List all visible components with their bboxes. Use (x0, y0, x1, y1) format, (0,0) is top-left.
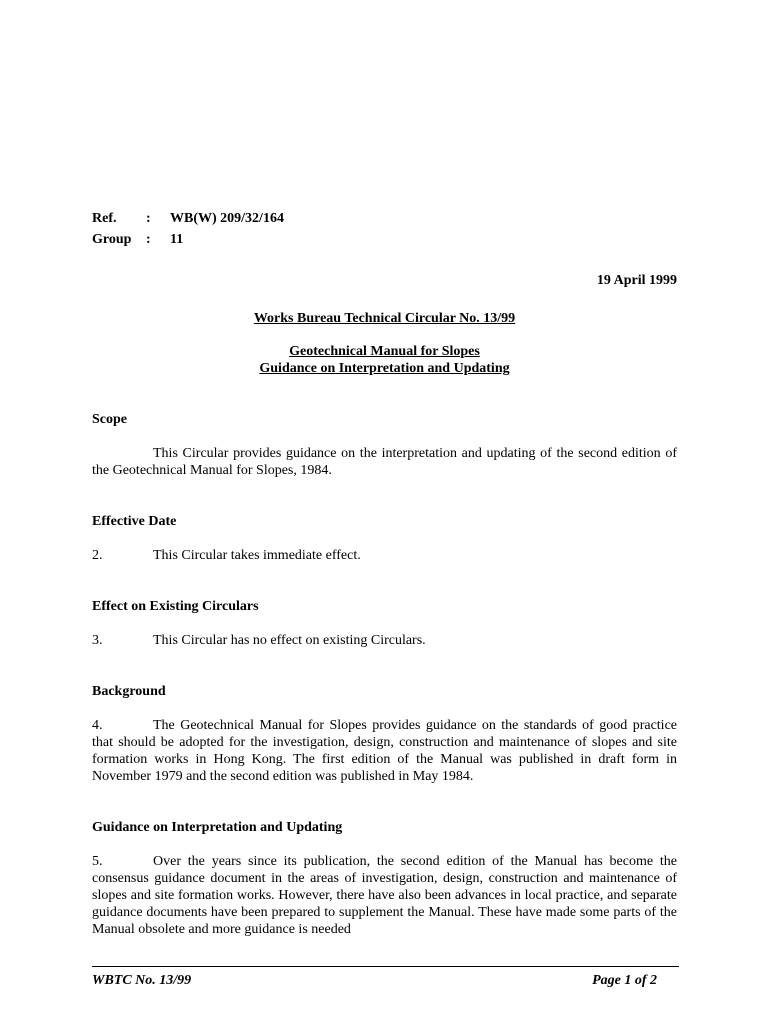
effect-text: This Circular has no effect on existing Circulars. (153, 633, 426, 648)
guidance-paragraph (92, 853, 677, 938)
footer-divider (92, 966, 679, 967)
ref-value: WB(W) 209/32/164 (170, 211, 284, 226)
scope-paragraph (92, 445, 677, 479)
background-paragraph (92, 717, 677, 785)
paragraph-number: 2. (92, 548, 103, 563)
paragraph-number: 5. (92, 854, 103, 869)
group-row (92, 231, 392, 248)
background-heading: Background (92, 684, 166, 699)
ref-colon: : (146, 211, 151, 226)
effective-date-paragraph (92, 547, 677, 564)
subject-line-2: Guidance on Interpretation and Updating (259, 361, 510, 376)
document-date: 19 April 1999 (596, 273, 677, 288)
group-label: Group (92, 232, 132, 247)
paragraph-number: 4. (92, 718, 103, 733)
guidance-heading: Guidance on Interpretation and Updating (92, 820, 343, 835)
footer-page-number: Page 1 of 2 (592, 973, 657, 988)
effect-paragraph (92, 632, 677, 649)
effective-date-text: This Circular takes immediate effect. (153, 548, 361, 563)
footer-circular-number: WBTC No. 13/99 (92, 973, 192, 988)
ref-row (92, 210, 392, 227)
background-text: The Geotechnical Manual for Slopes provides guidance on the standards of good practice that should be adopted for the investigation, design, construction and maintenance of slopes and site formation works in Hong Kong. The first edition of the Manual was published in draft form in November 1979 and the second edition was published in May 1984. (92, 718, 677, 784)
group-value: 11 (170, 232, 184, 247)
guidance-text: Over the years since its publication, the second edition of the Manual has become the consensus guidance document in the areas of investigation, design, construction and maintenance of slopes and site formation works. However, there have also been advances in local practice, and separate guidance documents have been prepared to supplement the Manual. These have made some parts of the Manual obsolete and more guidance is needed (92, 854, 677, 937)
circular-title: Works Bureau Technical Circular No. 13/99 (253, 311, 516, 326)
ref-label: Ref. (92, 211, 117, 226)
group-colon: : (146, 232, 151, 247)
subject-line-1: Geotechnical Manual for Slopes (289, 344, 480, 359)
effect-heading: Effect on Existing Circulars (92, 599, 259, 614)
effective-date-heading: Effective Date (92, 514, 177, 529)
paragraph-number: 3. (92, 633, 103, 648)
scope-heading: Scope (92, 412, 127, 427)
scope-text: This Circular provides guidance on the interpretation and updating of the second edition of the Geotechnical Manual for Slopes, 1984. (92, 446, 677, 478)
